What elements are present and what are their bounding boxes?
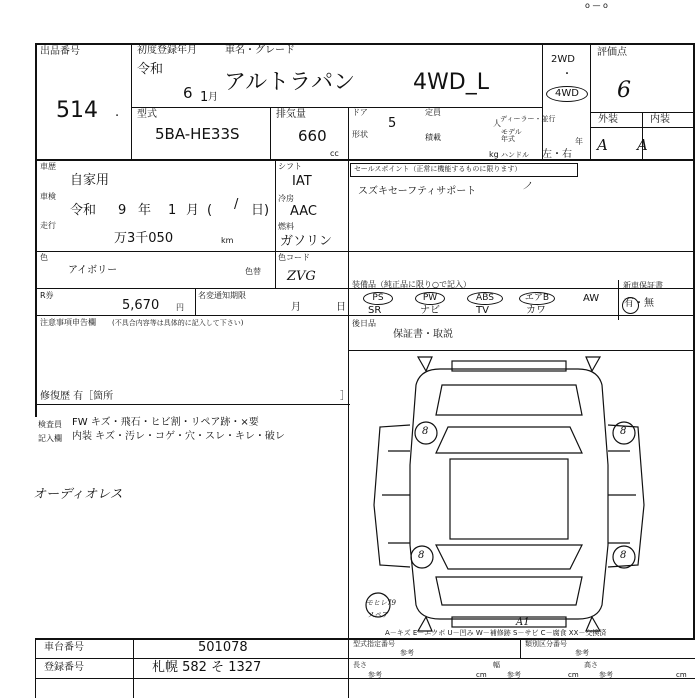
width-ref: 参考	[507, 671, 521, 679]
load-label: 積載	[425, 133, 441, 142]
spec-label: 型式指定番号	[353, 640, 395, 648]
equip-aw: AW	[583, 293, 600, 304]
model-label: 型式	[137, 109, 157, 120]
equipment-label: 装備品（純正品に限り○で記入）	[352, 280, 471, 289]
lot-number: 514	[56, 98, 98, 123]
recycle-value: 5,670	[122, 298, 160, 313]
first-reg-era: 令和	[137, 62, 164, 77]
fuel-label: 燃料	[278, 222, 294, 231]
recycle-label: R券	[40, 291, 54, 300]
tire-rr-mark: 8	[620, 550, 627, 561]
handle-label: ハンドル	[501, 151, 529, 159]
warranty-value: 有・無	[624, 298, 654, 309]
repair-close: ］	[340, 391, 350, 402]
mileage-value: 万3千050	[114, 231, 174, 246]
drive-dot: ・	[562, 69, 572, 80]
inspection-day-unit: 日)	[251, 203, 270, 218]
color-code-label: 色コード	[278, 253, 310, 262]
repair-label: 修復歴 有［箇所	[40, 391, 114, 402]
equip-pw: PW	[415, 292, 445, 305]
equip-abs: ABS	[467, 292, 503, 305]
dealer-label: ディーラー・並行	[500, 115, 556, 123]
class-label: 類別区分番号	[525, 640, 567, 648]
tire-rl-mark: 8	[418, 550, 425, 561]
car-grade: 4WD_L	[413, 70, 489, 95]
color-change-label: 色替	[245, 267, 261, 276]
length-label: 長さ	[353, 661, 367, 669]
car-name-label: 車名・グレード	[225, 45, 295, 56]
handle-value: 左・右	[542, 149, 572, 160]
displacement-unit: cc	[330, 149, 339, 158]
exterior-label: 外装	[598, 114, 618, 125]
history-value: 自家用	[70, 173, 110, 188]
sales-point-value: スズキセーフティサポート	[358, 186, 477, 197]
plate-label: 登録番号	[44, 662, 84, 673]
lot-label: 出品番号	[40, 46, 80, 57]
inspection-year-unit: 年	[138, 203, 152, 218]
doors-value: 5	[388, 116, 397, 131]
exterior-score: A	[597, 136, 608, 154]
displacement-value: 660	[298, 127, 327, 145]
model-year-label: モデル年式	[501, 128, 522, 143]
tire-fl-mark: 8	[422, 426, 429, 437]
warranty-label: 新車保証書	[623, 281, 663, 290]
equip-navi: ナビ	[420, 305, 440, 316]
first-reg-label: 初度登録年月	[137, 45, 197, 56]
shift-value: IAT	[292, 174, 312, 189]
spare-label: スペア	[368, 611, 389, 619]
plate-value: 札幌 582 そ 1327	[152, 660, 262, 675]
inspection-day-open: (	[207, 203, 213, 218]
equip-airbag: エアB	[519, 292, 555, 305]
height-cm: cm	[676, 671, 687, 679]
shape-label: 形状	[352, 130, 368, 139]
notes-label: 注意事項申告欄	[40, 318, 96, 327]
damage-legend: A－キズ E－エクボ U－凹み W－補修跡 S－サビ C－腐食 XX－交換済	[385, 629, 607, 637]
equip-sr: SR	[368, 305, 382, 316]
inspection-year: 9	[118, 203, 127, 218]
fuel-value: ガソリン	[280, 234, 333, 249]
notes-sub: (不具合内容等は具体的に記入して下さい)	[112, 319, 244, 327]
car-damage-diagram	[352, 355, 692, 635]
first-reg-month-unit: 月	[208, 92, 218, 103]
color-label: 色	[40, 253, 48, 262]
color-code: ZVG	[287, 269, 316, 284]
aircon-label: 冷房	[278, 194, 294, 203]
warranty-circle	[622, 297, 639, 314]
later-value: 保証書・取説	[393, 329, 453, 340]
width-label: 幅	[493, 661, 500, 669]
color-value: アイボリー	[68, 265, 118, 276]
sales-point-label: セールスポイント（正常に機能するものに限ります）	[354, 165, 522, 173]
interior-label: 内装	[650, 114, 670, 125]
doors-label: ドア	[352, 108, 368, 117]
spec-ref: 参考	[400, 649, 414, 657]
notify-month: 月	[291, 302, 301, 313]
equip-ps: PS	[363, 292, 393, 305]
displacement-label: 排気量	[276, 109, 306, 120]
drive-4wd-circled: 4WD	[546, 86, 588, 102]
equip-tv: TV	[476, 305, 489, 316]
model-value: 5BA-HE33S	[155, 125, 240, 143]
handwritten-note: オーディオレス	[33, 487, 123, 502]
equip-leather: カワ	[526, 305, 546, 316]
aircon-value: AAC	[290, 204, 317, 219]
body-outline	[410, 369, 608, 619]
length-ref: 参考	[368, 671, 382, 679]
inspector-row1: FW キズ・飛石・ヒビ割・リペア跡・×要	[72, 417, 259, 428]
recycle-unit: 円	[176, 303, 184, 312]
score-value: 6	[617, 78, 631, 103]
first-reg-month: 1	[200, 90, 209, 105]
year-unit: 年	[575, 137, 583, 146]
class-ref: 参考	[575, 649, 589, 657]
first-reg-year: 6	[183, 84, 193, 102]
length-cm: cm	[476, 671, 487, 679]
history-label: 車歴	[40, 162, 56, 171]
spare-note: モヒレ79	[366, 599, 396, 607]
load-unit: kg	[489, 150, 499, 159]
width-cm: cm	[568, 671, 579, 679]
inspection-month-unit: 月	[186, 203, 200, 218]
inspector-label: 検査員記入欄	[38, 420, 62, 443]
chassis-value: 501078	[198, 640, 248, 655]
corner-marks: o — o	[585, 1, 608, 10]
height-label: 高さ	[584, 661, 598, 669]
mileage-unit: km	[221, 236, 234, 245]
score-label: 評価点	[597, 47, 627, 58]
notify-label: 名変通知期限	[198, 291, 246, 300]
mileage-label: 走行	[40, 221, 56, 230]
interior-score: A	[637, 136, 648, 154]
notify-day: 日	[336, 302, 346, 313]
front-mark: A1	[516, 617, 530, 628]
inspection-label: 車検	[40, 192, 56, 201]
tire-fr-mark: 8	[620, 426, 627, 437]
lot-tick: .	[115, 105, 120, 120]
height-ref: 参考	[599, 671, 613, 679]
inspector-row2: 内装 キズ・汚レ・コゲ・穴・スレ・キレ・破レ	[72, 431, 285, 442]
car-name: アルトラパン	[224, 70, 356, 95]
inspection-slash: /	[234, 197, 239, 212]
chassis-label: 車台番号	[44, 642, 84, 653]
later-label: 後日品	[352, 319, 376, 328]
capacity-unit: 人	[493, 119, 501, 128]
inspection-era: 令和	[70, 203, 97, 218]
capacity-label: 定員	[425, 108, 441, 117]
inspection-month: 1	[168, 203, 177, 218]
sales-point-mark: ノ	[522, 181, 532, 192]
drive-2wd: 2WD	[551, 54, 575, 65]
shift-label: シフト	[278, 162, 302, 171]
